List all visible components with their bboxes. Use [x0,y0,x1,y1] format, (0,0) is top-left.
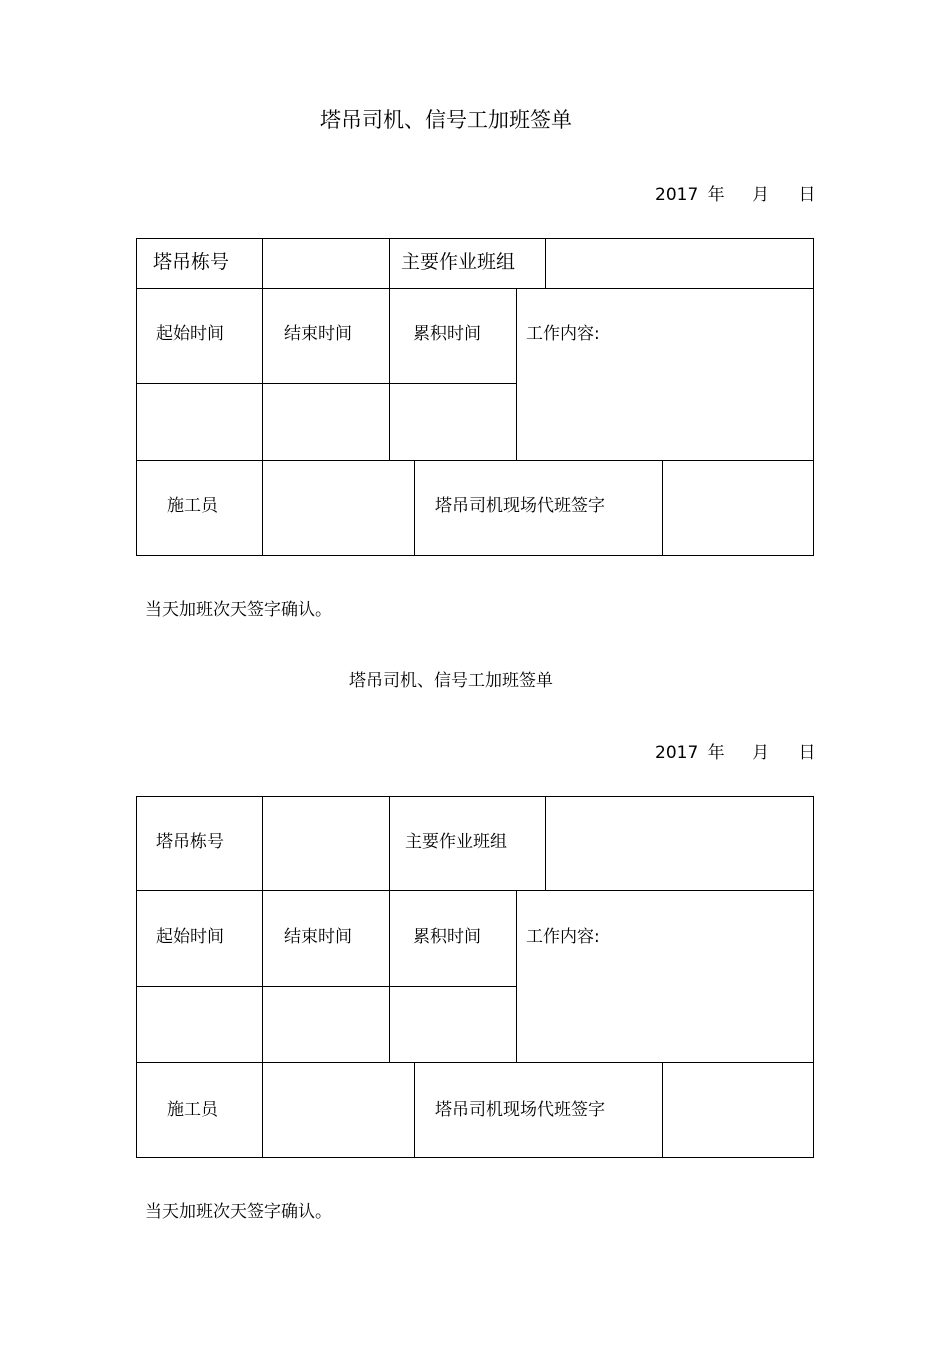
work-content-field[interactable] [517,948,813,1062]
table-border [136,555,814,556]
form-title: 塔吊司机、信号工加班签单 [349,671,553,691]
main-team-label: 主要作业班组 [401,251,516,273]
constructor-label: 施工员 [167,496,218,516]
table-border [136,1157,814,1158]
driver-sign-label: 塔吊司机现场代班签字 [435,496,605,516]
driver-sign-label: 塔吊司机现场代班签字 [435,1100,605,1120]
date-month-unit: 月 [752,185,770,205]
start-time-field[interactable] [137,987,262,1062]
work-content-label: 工作内容: [526,324,600,344]
start-time-label: 起始时间 [156,324,224,344]
table-rule [136,288,814,289]
end-time-label: 结束时间 [284,927,352,947]
main-team-field[interactable] [546,239,813,288]
start-time-label: 起始时间 [156,927,224,947]
crane-no-field[interactable] [263,797,389,890]
date-day-unit: 日 [798,185,816,205]
footnote: 当天加班次天签字确认。 [145,600,332,620]
main-team-field[interactable] [546,797,813,890]
form-title: 塔吊司机、信号工加班签单 [320,108,572,132]
end-time-field[interactable] [263,384,389,460]
constructor-label: 施工员 [167,1100,218,1120]
date-line [655,738,815,763]
date-year-unit: 年 [707,743,725,763]
work-content-label: 工作内容: [526,927,600,947]
total-time-field[interactable] [390,987,516,1062]
start-time-field[interactable] [137,384,262,460]
table-border [813,238,814,556]
date-year: 2017 [655,743,699,763]
total-time-field[interactable] [390,384,516,460]
table-rule [414,460,415,556]
driver-sign-field[interactable] [663,461,813,555]
driver-sign-field[interactable] [663,1063,813,1157]
constructor-field[interactable] [263,461,414,555]
date-month-unit: 月 [752,743,770,763]
work-content-field[interactable] [517,345,813,460]
date-line [655,180,815,205]
date-day-unit: 日 [798,743,816,763]
crane-no-label: 塔吊栋号 [153,251,230,273]
table-border [813,796,814,1158]
end-time-field[interactable] [263,987,389,1062]
date-year-unit: 年 [707,185,725,205]
end-time-label: 结束时间 [284,324,352,344]
table-rule [414,1062,415,1158]
table-border [136,796,137,1158]
main-team-label: 主要作业班组 [405,832,507,852]
total-time-label: 累积时间 [413,927,481,947]
crane-no-label: 塔吊栋号 [156,832,224,852]
date-year: 2017 [655,185,699,205]
table-rule [136,890,814,891]
footnote: 当天加班次天签字确认。 [145,1202,332,1222]
crane-no-field[interactable] [263,239,389,288]
total-time-label: 累积时间 [413,324,481,344]
constructor-field[interactable] [263,1063,414,1157]
